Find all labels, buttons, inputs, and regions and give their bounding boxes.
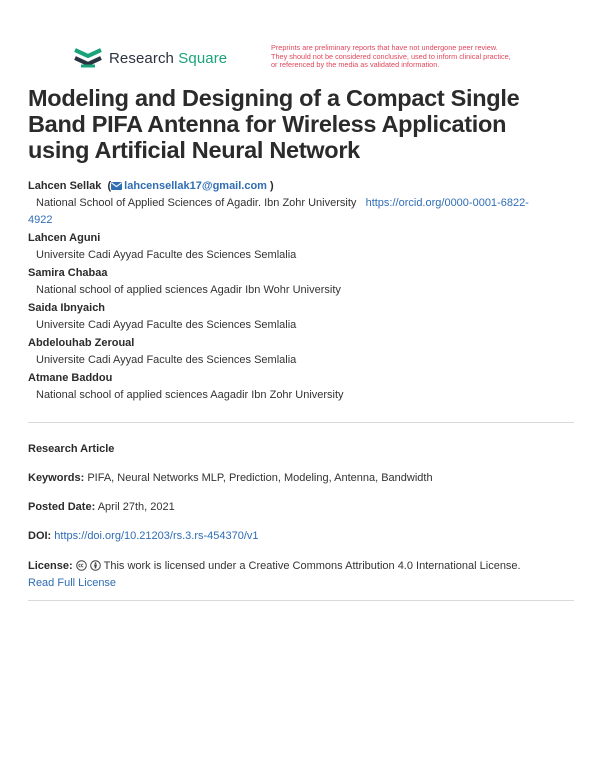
license-text: This work is licensed under a Creative Commons Attribution 4.0 International License.	[103, 560, 521, 572]
posted-date-value: April 27th, 2021	[97, 501, 175, 513]
article-type: Research Article	[28, 443, 115, 455]
author-name: Atmane Baddou	[28, 372, 113, 384]
author-email-link[interactable]: lahcensellak17@gmail.com	[124, 180, 267, 192]
paper-title: Modeling and Designing of a Compact Single Band PIFA Antenna for Wireless Application using Artificial Neural Network	[28, 85, 520, 163]
posted-date-label: Posted Date:	[28, 501, 96, 513]
author-entry	[28, 265, 576, 299]
author-affiliation: National school of applied sciences Aagadir Ibn Zohr University	[36, 389, 344, 401]
author-entry	[28, 300, 576, 334]
posted-date-row	[28, 499, 576, 516]
attribution-icon	[90, 560, 101, 571]
envelope-icon	[111, 182, 122, 190]
author-affiliation: Universite Cadi Ayyad Faculte des Sciences Semlalia	[36, 354, 297, 366]
author-entry	[28, 335, 576, 369]
keywords-row	[28, 470, 576, 487]
author-name: Saida Ibnyaich	[28, 302, 106, 314]
logo-text: Research Square	[109, 49, 228, 67]
license-row	[28, 558, 576, 592]
author-affiliation: Universite Cadi Ayyad Faculte des Sciences Semlalia	[36, 249, 297, 261]
research-square-logo[interactable]	[73, 46, 227, 70]
author-list	[28, 178, 576, 405]
author-name: Lahcen Aguni	[28, 232, 101, 244]
author-name: Abdelouhab Zeroual	[28, 337, 135, 349]
research-square-logo-icon	[73, 46, 103, 70]
orcid-link-continued[interactable]: 4922	[28, 214, 53, 226]
license-label: License:	[28, 560, 73, 572]
author-entry: Lahcen Sellak ( lahcensellak17@gmail.com ) National School of Applied Sciences of Agadir. Ibn Zohr University https://orcid.org/0000-0001-6822- 4922	[28, 180, 529, 226]
author-name: Samira Chabaa	[28, 267, 108, 279]
section-divider	[28, 422, 574, 423]
preprint-disclaimer: Preprints are preliminary reports that have not undergone peer review. They should not be considered conclusive, used to inform clinical practice, or referenced by the media as validated information.	[271, 43, 511, 70]
keywords-value: PIFA, Neural Networks MLP, Prediction, Modeling, Antenna, Bandwidth	[87, 472, 433, 484]
author-entry	[28, 230, 576, 264]
author-affiliation: National School of Applied Sciences of Agadir. Ibn Zohr University	[36, 197, 357, 209]
doi-link[interactable]: https://doi.org/10.21203/rs.3.rs-454370/v1	[54, 530, 259, 542]
section-divider	[28, 600, 574, 601]
author-entry	[28, 370, 576, 404]
doi-row	[28, 528, 576, 545]
keywords-label: Keywords:	[28, 472, 85, 484]
author-name: Lahcen Sellak	[28, 180, 102, 192]
creative-commons-icon	[76, 560, 87, 571]
author-affiliation: Universite Cadi Ayyad Faculte des Sciences Semlalia	[36, 319, 297, 331]
read-full-license-link[interactable]: Read Full License	[28, 577, 117, 589]
doi-label: DOI:	[28, 530, 52, 542]
orcid-link[interactable]: https://orcid.org/0000-0001-6822-	[365, 197, 529, 209]
header	[73, 44, 543, 76]
author-affiliation: National school of applied sciences Agadir Ibn Wohr University	[36, 284, 341, 296]
